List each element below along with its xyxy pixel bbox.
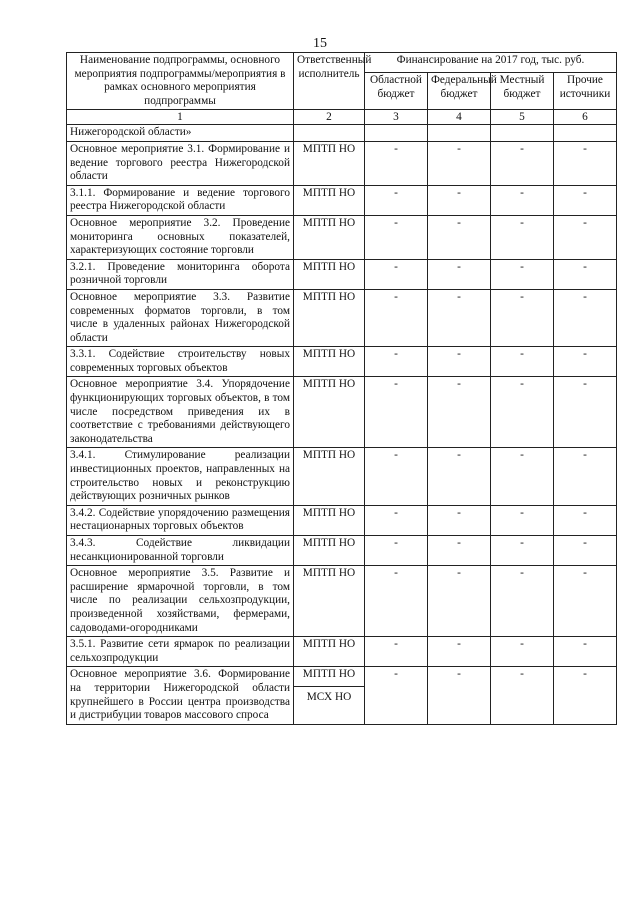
page-number: 15 — [313, 36, 327, 51]
row-value: - — [365, 448, 428, 505]
row-value: - — [428, 536, 491, 566]
table-row — [67, 125, 617, 142]
row-value: - — [554, 637, 617, 667]
row-executor: МПТП НО — [294, 289, 365, 346]
row-value: - — [428, 185, 491, 215]
header-local-budget: Местный бюджет — [491, 73, 554, 110]
col-number: 5 — [491, 110, 554, 125]
row-value: - — [554, 448, 617, 505]
row-name: 3.3.1. Содействие строительству новых современных торговых объектов — [67, 347, 294, 377]
row-name: Основное мероприятие 3.4. Упорядочение функционирующих торговых объектов, в том числе посредством приведения их в соответствие с требованиями действующего законодательства — [67, 377, 294, 448]
row-value: - — [554, 215, 617, 259]
row-value: - — [365, 505, 428, 535]
row-executor: МПТП НО — [294, 215, 365, 259]
row-value: - — [428, 215, 491, 259]
table-row — [67, 259, 617, 289]
column-numbers-row — [67, 110, 617, 125]
row-value: - — [554, 289, 617, 346]
col-number: 3 — [365, 110, 428, 125]
row-executor: МПТП НО — [294, 566, 365, 637]
row-value: - — [428, 259, 491, 289]
row-value: - — [491, 259, 554, 289]
row-name: Основное мероприятие 3.1. Формирование и ведение торгового реестра Нижегородской области — [67, 141, 294, 185]
row-value: - — [554, 667, 617, 724]
row-value: - — [365, 259, 428, 289]
row-value: - — [491, 536, 554, 566]
header-financing: Финансирование на 2017 год, тыс. руб. — [365, 53, 617, 73]
row-value: - — [428, 141, 491, 185]
row-value: - — [428, 566, 491, 637]
row-value: - — [428, 448, 491, 505]
row-executor: МПТП НО — [294, 637, 365, 667]
row-value: - — [365, 667, 428, 724]
row-executor: МПТП НО — [294, 448, 365, 505]
table-row — [67, 377, 617, 448]
row-executor: МПТП НО — [294, 259, 365, 289]
row-value: - — [428, 667, 491, 724]
row-value: - — [554, 141, 617, 185]
header-other-sources: Прочие источники — [554, 73, 617, 110]
row-value: - — [554, 536, 617, 566]
table-row — [67, 566, 617, 637]
row-name: Основное мероприятие 3.2. Проведение мониторинга основных показателей, характеризующих состояние торговли — [67, 215, 294, 259]
financing-table — [66, 52, 617, 725]
row-executor-secondary: МСХ НО — [306, 690, 352, 703]
row-value: - — [554, 185, 617, 215]
table-row — [67, 637, 617, 667]
row-value: - — [554, 377, 617, 448]
row-value: - — [491, 141, 554, 185]
row-name: Нижегородской области» — [67, 125, 294, 142]
row-value: - — [365, 347, 428, 377]
table-row — [67, 141, 617, 185]
row-value: - — [491, 667, 554, 724]
table-row — [67, 667, 617, 724]
row-value: - — [365, 185, 428, 215]
table-row — [67, 347, 617, 377]
row-value: - — [365, 377, 428, 448]
row-name: 3.4.3. Содействие ликвидации несанкционированной торговли — [67, 536, 294, 566]
row-executor: МПТП НО — [294, 185, 365, 215]
row-name: 3.2.1. Проведение мониторинга оборота розничной торговли — [67, 259, 294, 289]
row-value: - — [491, 637, 554, 667]
row-value — [491, 125, 554, 142]
row-value: - — [554, 566, 617, 637]
row-name: 3.5.1. Развитие сети ярмарок по реализации сельхозпродукции — [67, 637, 294, 667]
row-value — [554, 125, 617, 142]
col-number: 2 — [294, 110, 365, 125]
col-number: 4 — [428, 110, 491, 125]
row-name: 3.4.1. Стимулирование реализации инвестиционных проектов, направленных на строительство новых и реконструкцию действующих розничных рынков — [67, 448, 294, 505]
row-value — [365, 125, 428, 142]
row-value: - — [428, 347, 491, 377]
row-value: - — [365, 566, 428, 637]
row-value: - — [491, 289, 554, 346]
table-row — [67, 448, 617, 505]
row-value: - — [491, 377, 554, 448]
row-value: - — [554, 347, 617, 377]
header-name: Наименование подпрограммы, основного мероприятия подпрограммы/мероприятия в рамках основного мероприятия подпрограммы — [67, 53, 294, 110]
row-name: 3.1.1. Формирование и ведение торгового реестра Нижегородской области — [67, 185, 294, 215]
row-executor: МПТП НО — [294, 141, 365, 185]
table-row — [67, 536, 617, 566]
col-number: 6 — [554, 110, 617, 125]
row-executor: МПТП НО — [294, 668, 364, 687]
row-value: - — [365, 141, 428, 185]
table-row — [67, 505, 617, 535]
header-regional-budget: Областной бюджет — [365, 73, 428, 110]
row-value: - — [554, 259, 617, 289]
row-value: - — [365, 215, 428, 259]
row-value: - — [365, 289, 428, 346]
row-value: - — [365, 637, 428, 667]
row-value: - — [491, 566, 554, 637]
row-value: - — [365, 536, 428, 566]
row-name: Основное мероприятие 3.5. Развитие и расширение ярмарочной торговли, в том числе по реализации сельхозпродукции, произведенной хозяйствами, фермерами, садоводами-огородниками — [67, 566, 294, 637]
row-executor: МПТП НО — [294, 377, 365, 448]
row-executor: МПТП НО — [294, 536, 365, 566]
row-value: - — [491, 215, 554, 259]
row-name: Основное мероприятие 3.6. Формирование на территории Нижегородской области крупнейшего в России центра производства и дистрибуции товаров массового спроса — [67, 667, 294, 724]
row-name: Основное мероприятие 3.3. Развитие современных форматов торговли, в том числе в удаленных районах Нижегородской области — [67, 289, 294, 346]
row-value: - — [491, 347, 554, 377]
header-federal-budget: Федеральный бюджет — [428, 73, 491, 110]
row-value: - — [491, 448, 554, 505]
row-executor-cell — [294, 667, 365, 724]
header-executor: Ответственный исполнитель — [294, 53, 365, 110]
table-row — [67, 185, 617, 215]
table-row — [67, 289, 617, 346]
col-number: 1 — [67, 110, 294, 125]
row-value: - — [428, 637, 491, 667]
row-value: - — [554, 505, 617, 535]
table-row — [67, 215, 617, 259]
row-value — [428, 125, 491, 142]
row-executor: МПТП НО — [294, 505, 365, 535]
row-value: - — [428, 289, 491, 346]
row-executor — [294, 125, 365, 142]
row-value: - — [428, 505, 491, 535]
row-value: - — [491, 185, 554, 215]
row-value: - — [491, 505, 554, 535]
row-name: 3.4.2. Содействие упорядочению размещения нестационарных торговых объектов — [67, 505, 294, 535]
row-executor: МПТП НО — [294, 347, 365, 377]
row-value: - — [428, 377, 491, 448]
